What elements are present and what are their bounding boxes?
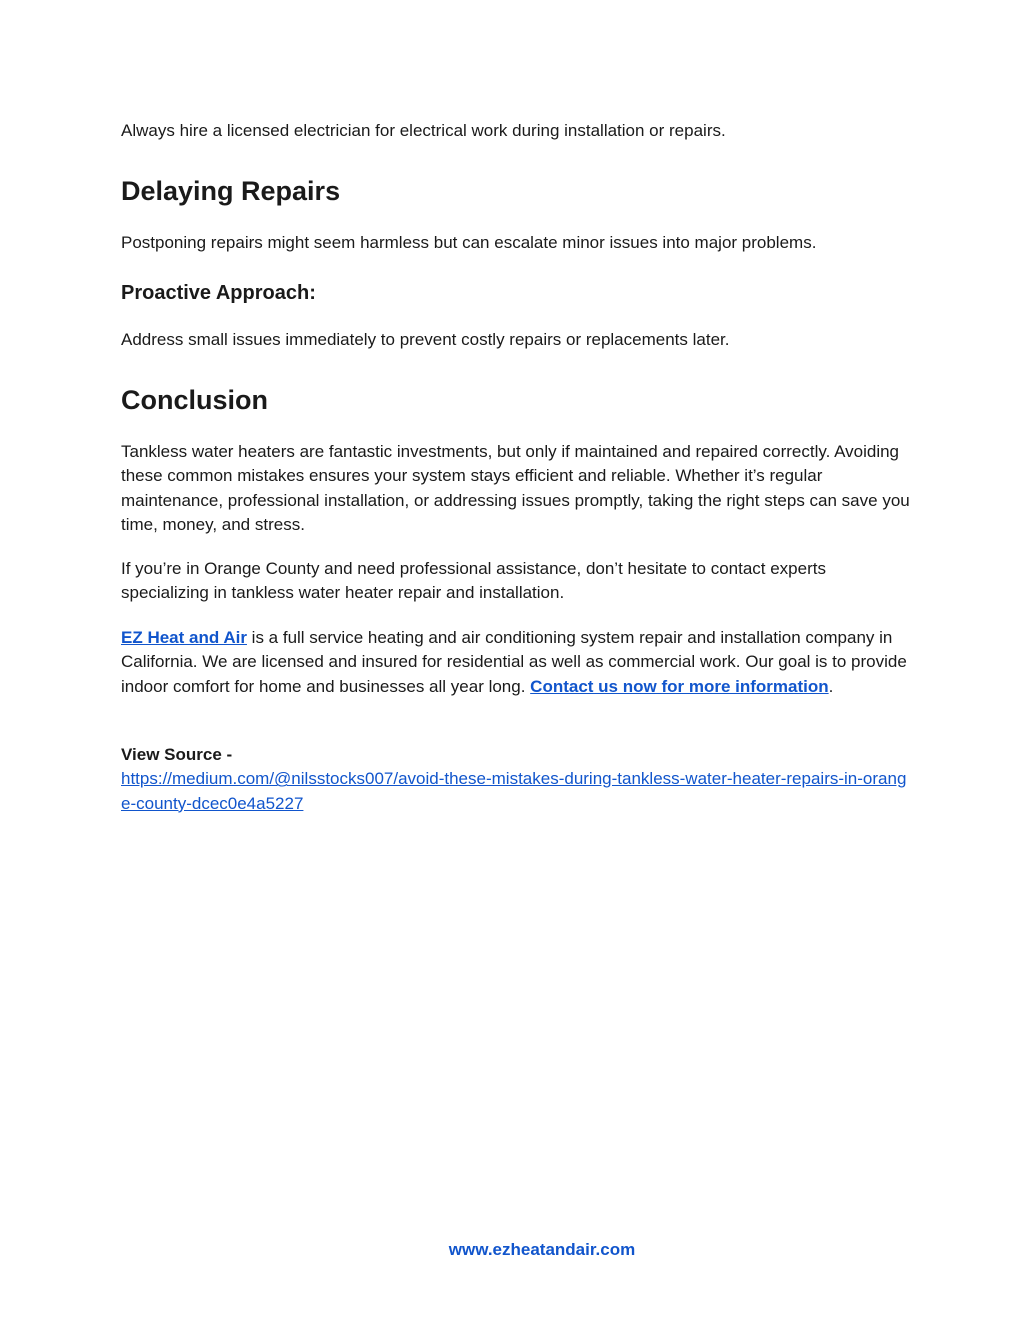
company-period: . <box>828 676 834 696</box>
contact-us-link[interactable]: Contact us now for more information <box>530 676 829 696</box>
company-description: is a full service heating and air conditioning system repair and installation company in California. We are licensed and insured for residential as well as commercial work. Our goal is to provide indoor comfort for home and businesses all year long. <box>121 628 907 696</box>
heading-delaying-repairs: Delaying Repairs <box>121 176 341 206</box>
intro-paragraph: Always hire a licensed electrician for electrical work during installation or repairs. <box>121 121 726 140</box>
paragraph-conclusion-1: Tankless water heaters are fantastic investments, but only if maintained and repaired correctly. Avoiding these common mistakes ensures your system stays efficient and reliable. Whether it’s regular maintenance, professional installation, or addressing issues promptly, taking the right steps can save you time, money, and stress. <box>121 442 910 534</box>
heading-proactive-approach: Proactive Approach: <box>121 282 316 304</box>
company-link[interactable]: EZ Heat and Air <box>121 628 247 647</box>
source-label: View Source - <box>121 745 233 764</box>
footer-website[interactable]: www.ezheatandair.com <box>448 1240 636 1259</box>
paragraph-delaying-repairs: Postponing repairs might seem harmless but can escalate minor issues into major problems. <box>121 233 817 252</box>
company-paragraph <box>121 626 911 699</box>
heading-conclusion: Conclusion <box>121 385 268 415</box>
paragraph-proactive-approach: Address small issues immediately to prevent costly repairs or replacements later. <box>121 330 730 349</box>
source-url-link[interactable]: https://medium.com/@nilsstocks007/avoid-these-mistakes-during-tankless-water-heater-repairs-in-orange-county-dcec0e4a5227 <box>121 769 907 813</box>
source-paragraph <box>121 743 911 816</box>
paragraph-conclusion-2: If you’re in Orange County and need professional assistance, don’t hesitate to contact experts specializing in tankless water heater repair and installation. <box>121 559 826 603</box>
